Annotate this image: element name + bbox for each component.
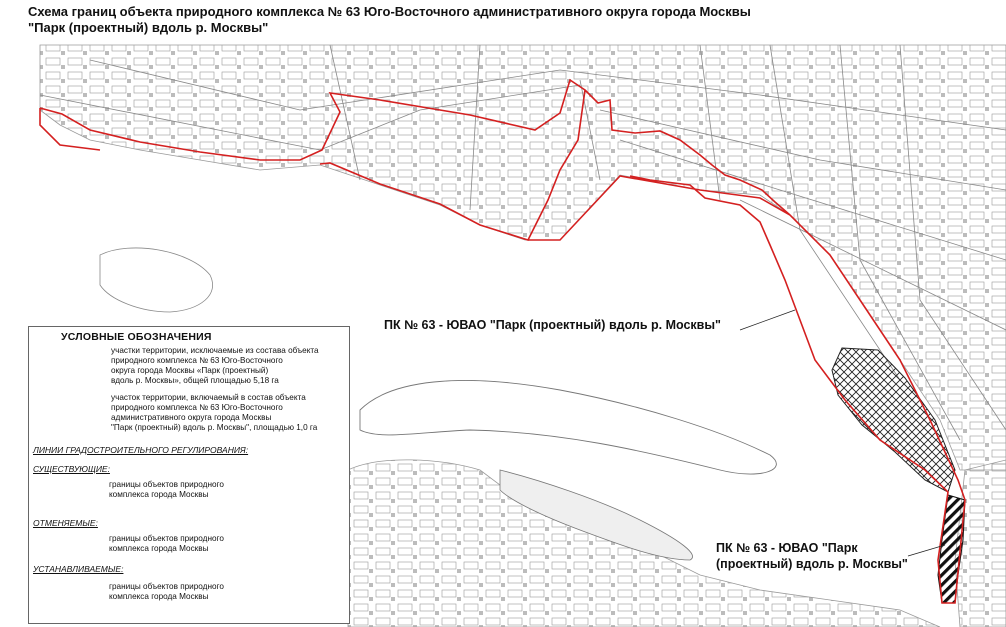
legend-excluded-line1: участки территории, исключаемые из состава объекта [111,346,319,355]
legend-heading: УСЛОВНЫЕ ОБОЗНАЧЕНИЯ [61,331,212,343]
left-island [100,248,213,312]
legend-cancelled-line1: границы объектов природного [109,534,224,543]
park-label-lower-line2: (проектный) вдоль р. Москвы" [716,557,908,571]
legend-panel [28,326,350,624]
legend-excluded-line2: природного комплекса № 63 Юго-Восточного [111,356,283,365]
park-label-lower [716,540,908,572]
legend-existing-line2: комплекса города Москвы [109,490,209,499]
legend-included-line4: "Парк (проектный) вдоль р. Москвы", площадью 1,0 га [111,423,318,432]
legend-included-line1: участок территории, включаемый в состав объекта [111,393,306,402]
legend-cancelled-text [109,534,224,554]
legend-established-heading: УСТАНАВЛИВАЕМЫЕ: [33,564,124,574]
legend-cancelled-heading: ОТМЕНЯЕМЫЕ: [33,518,98,528]
legend-existing-heading: СУЩЕСТВУЮЩИЕ: [33,464,110,474]
park-label-main: ПК № 63 - ЮВАО "Парк (проектный) вдоль р. Москвы" [384,318,721,332]
park-label-lower-line1: ПК № 63 - ЮВАО "Парк [716,541,858,555]
legend-existing-line1: границы объектов природного [109,480,224,489]
legend-excluded-line4: вдоль р. Москвы», общей площадью 5,18 га [111,376,279,385]
legend-cancelled-line2: комплекса города Москвы [109,544,209,553]
legend-established-line1: границы объектов природного [109,582,224,591]
map-title-line2: "Парк (проектный) вдоль р. Москвы" [28,20,269,35]
legend-included-line3: административного округа города Москвы [111,413,272,422]
legend-excluded-line3: округа города Москвы «Парк (проектный) [111,366,269,375]
legend-included-text [111,393,317,433]
map-title-line1: Схема границ объекта природного комплекса № 63 Юго-Восточного административного округа города Москвы [28,4,751,19]
legend-excluded-text [111,346,319,386]
callout-line-main [740,310,795,330]
legend-established-text [109,582,224,602]
map-title [28,4,751,36]
legend-existing-text [109,480,224,500]
legend-included-line2: природного комплекса № 63 Юго-Восточного [111,403,283,412]
legend-established-line2: комплекса города Москвы [109,592,209,601]
legend-lines-heading: ЛИНИИ ГРАДОСТРОИТЕЛЬНОГО РЕГУЛИРОВАНИЯ: [33,445,249,455]
